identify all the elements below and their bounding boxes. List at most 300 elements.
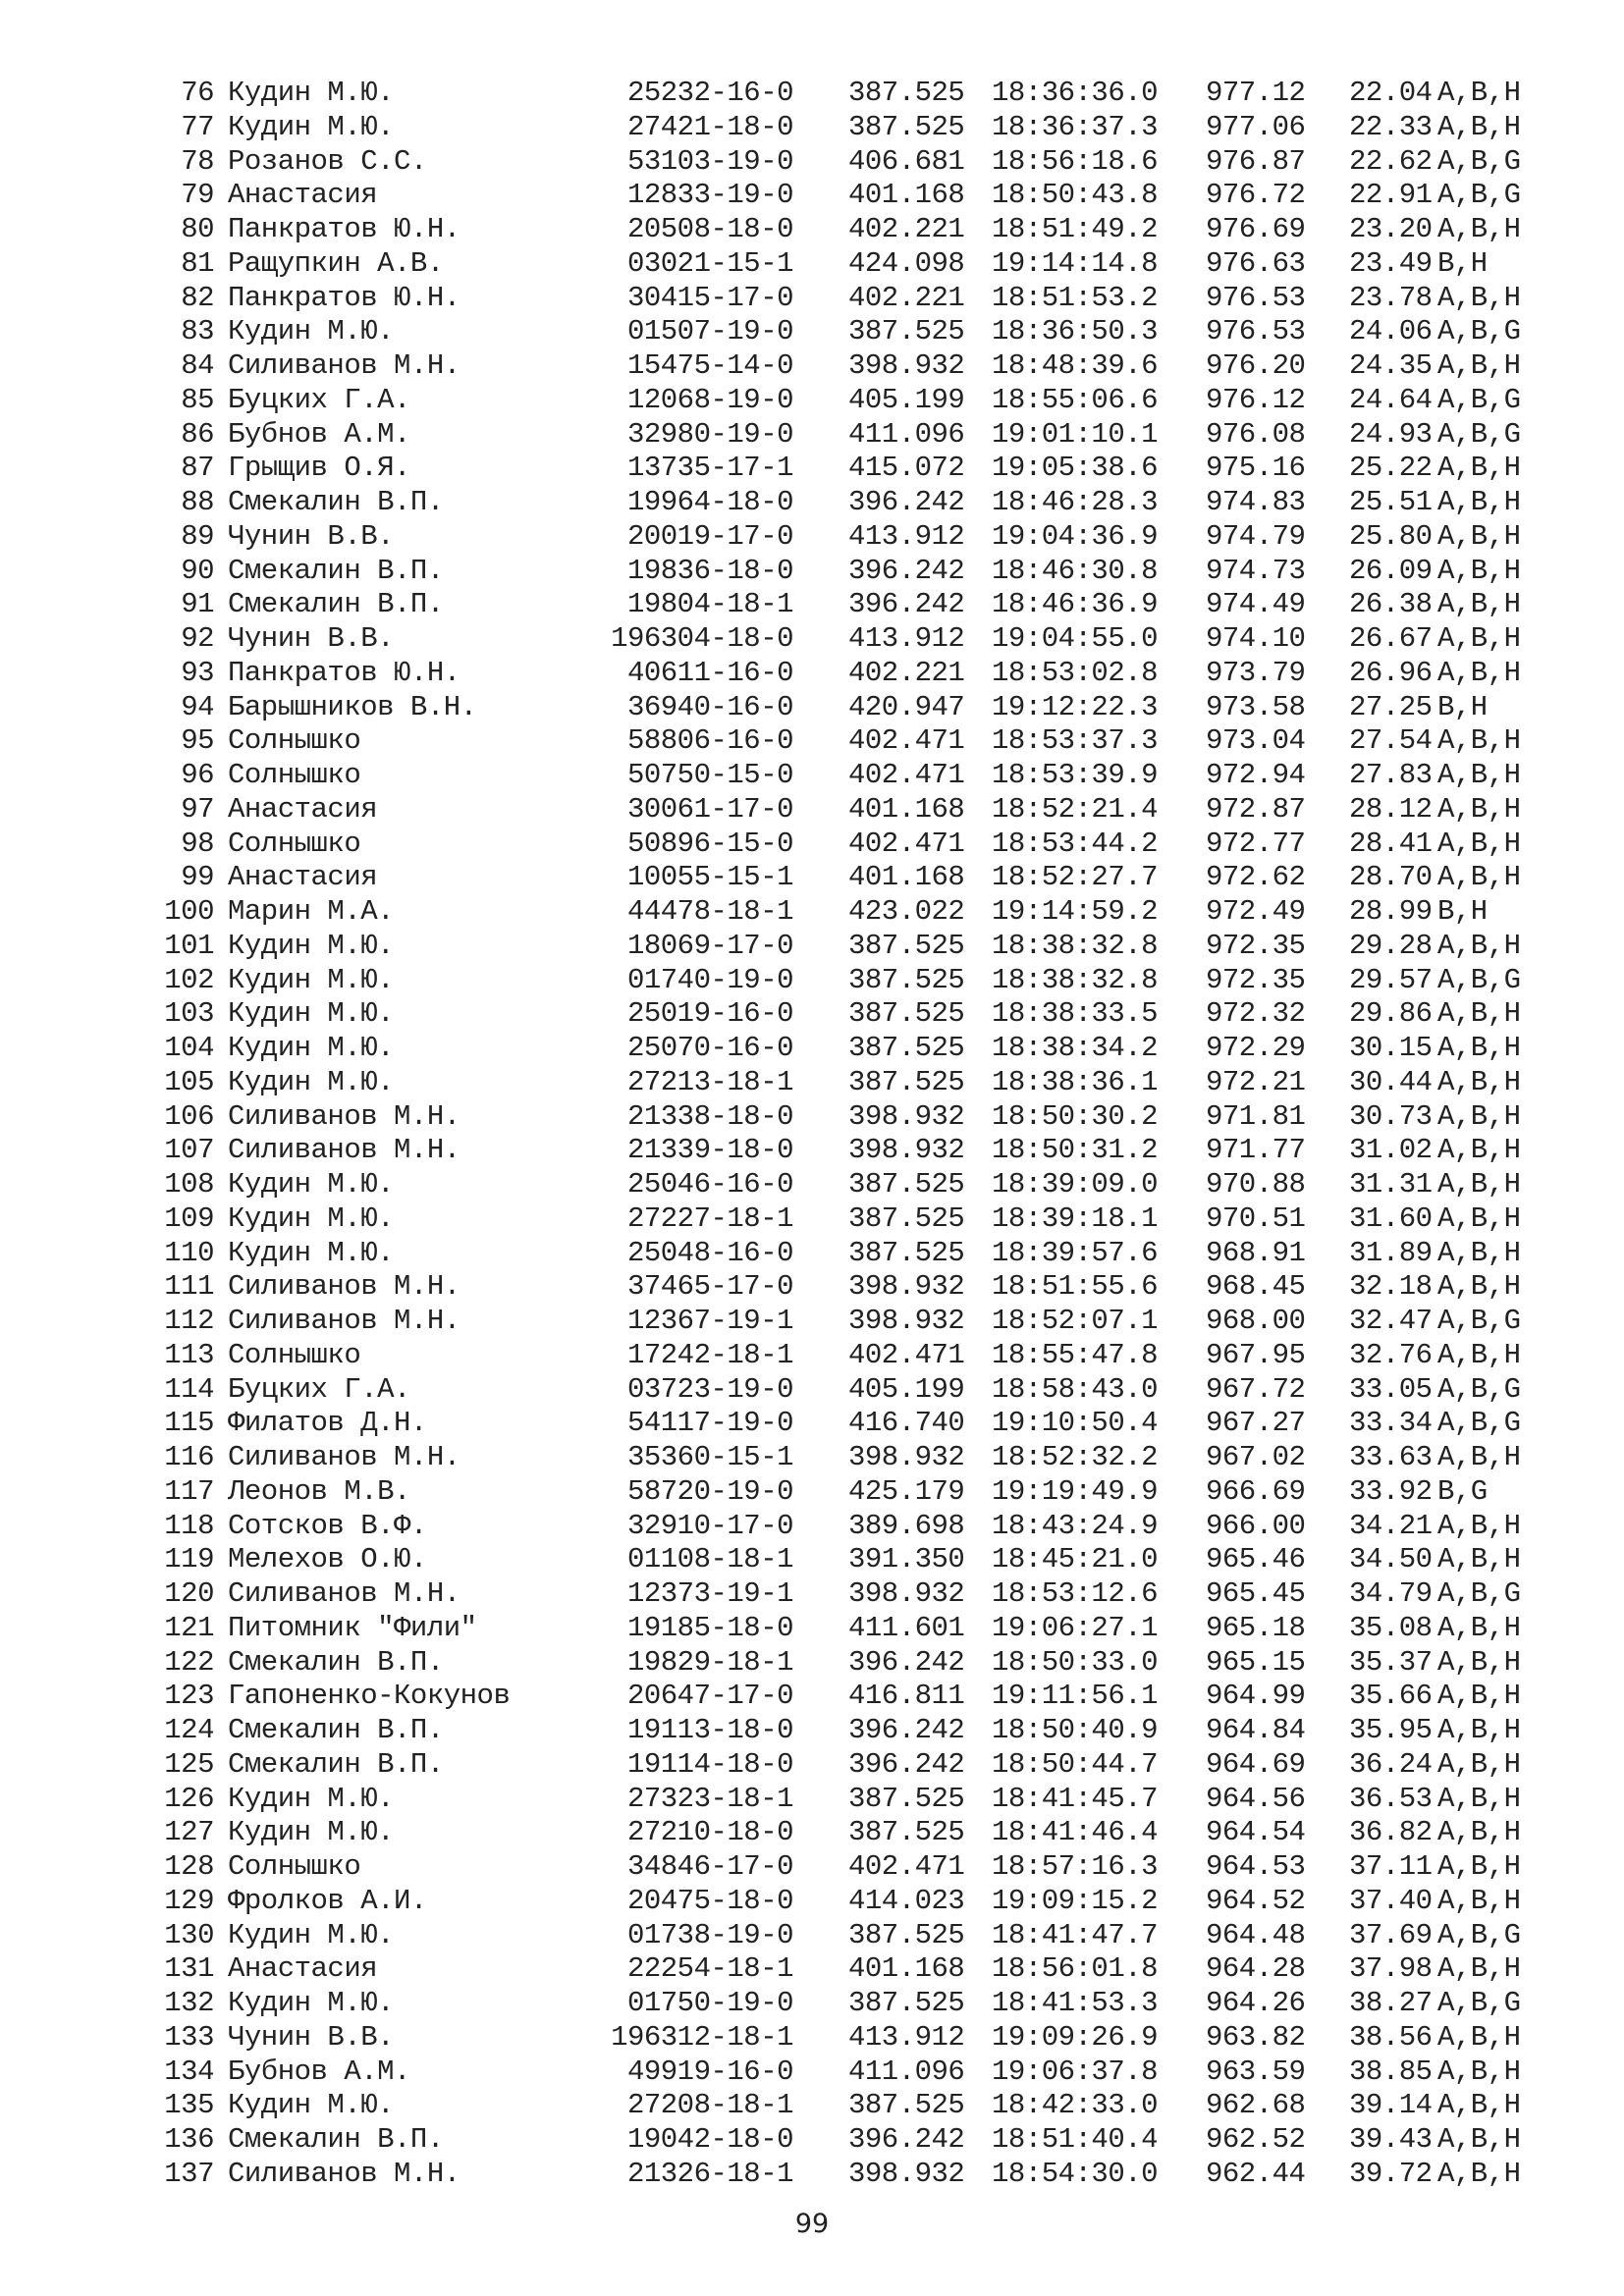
ring-number: 19185-18-0	[626, 1611, 793, 1644]
speed: 976.08	[1206, 417, 1306, 451]
fancier-name: Бубнов А.М.	[228, 417, 410, 451]
category: A,B,H	[1437, 519, 1521, 553]
speed: 964.52	[1206, 1884, 1306, 1917]
distance: 401.168	[848, 792, 965, 826]
ring-number: 12833-19-0	[626, 179, 793, 212]
speed: 970.88	[1206, 1168, 1306, 1201]
distance: 425.179	[848, 1474, 965, 1508]
arrival-time: 18:53:02.8	[992, 656, 1159, 689]
row-number: 102	[164, 963, 214, 996]
arrival-time: 18:41:53.3	[992, 1987, 1159, 2019]
arrival-time: 19:04:55.0	[992, 622, 1159, 655]
ring-number: 25048-16-0	[626, 1236, 793, 1269]
category: A,B,H	[1437, 1543, 1521, 1576]
category: A,B,G	[1437, 1305, 1521, 1337]
coefficient: 33.92	[1349, 1474, 1433, 1508]
fancier-name: Ращупкин А.В.	[228, 246, 444, 280]
arrival-time: 18:50:44.7	[992, 1747, 1159, 1781]
speed: 972.32	[1206, 997, 1306, 1031]
row-number: 105	[164, 1065, 214, 1098]
arrival-time: 18:38:33.5	[992, 997, 1159, 1031]
distance: 405.199	[848, 383, 965, 416]
arrival-time: 18:46:36.9	[992, 588, 1159, 621]
category: A,B,G	[1437, 1987, 1521, 2019]
speed: 974.10	[1206, 622, 1306, 655]
arrival-time: 19:12:22.3	[992, 690, 1159, 723]
ring-number: 196304-18-0	[611, 622, 793, 655]
ring-number: 49919-16-0	[626, 2055, 793, 2088]
fancier-name: Панкратов Ю.Н.	[228, 213, 460, 245]
ring-number: 27227-18-1	[626, 1201, 793, 1235]
distance: 402.471	[848, 1338, 965, 1371]
arrival-time: 18:57:16.3	[992, 1850, 1159, 1883]
fancier-name: Леонов М.В.	[228, 1474, 410, 1508]
category: A,B,H	[1437, 1509, 1521, 1542]
fancier-name: Кудин М.Ю.	[228, 77, 395, 109]
row-number: 88	[181, 486, 214, 518]
coefficient: 26.67	[1349, 622, 1433, 655]
distance: 414.023	[848, 1884, 965, 1917]
speed: 976.87	[1206, 144, 1306, 178]
category: A,B,G	[1437, 1372, 1521, 1406]
distance: 401.168	[848, 1952, 965, 1986]
arrival-time: 18:53:12.6	[992, 1577, 1159, 1610]
row-number: 108	[164, 1168, 214, 1201]
ring-number: 19829-18-1	[626, 1645, 793, 1679]
arrival-time: 18:41:47.7	[992, 1918, 1159, 1951]
coefficient: 28.41	[1349, 827, 1433, 860]
arrival-time: 19:04:36.9	[992, 519, 1159, 553]
row-number: 87	[181, 452, 214, 485]
row-number: 120	[164, 1577, 214, 1610]
speed: 964.54	[1206, 1816, 1306, 1849]
arrival-time: 19:14:14.8	[992, 246, 1159, 280]
fancier-name: Бубнов А.М.	[228, 2055, 410, 2088]
distance: 413.912	[848, 519, 965, 553]
distance: 411.601	[848, 1611, 965, 1644]
row-number: 127	[164, 1816, 214, 1849]
arrival-time: 18:39:18.1	[992, 1201, 1159, 1235]
ring-number: 12373-19-1	[626, 1577, 793, 1610]
coefficient: 22.62	[1349, 144, 1433, 178]
ring-number: 50750-15-0	[626, 759, 793, 791]
speed: 973.58	[1206, 690, 1306, 723]
arrival-time: 18:58:43.0	[992, 1372, 1159, 1406]
arrival-time: 18:55:06.6	[992, 383, 1159, 416]
arrival-time: 18:39:57.6	[992, 1236, 1159, 1269]
row-number: 121	[164, 1611, 214, 1644]
coefficient: 27.54	[1349, 724, 1433, 758]
fancier-name: Силиванов М.Н.	[228, 1134, 460, 1167]
category: A,B,H	[1437, 1611, 1521, 1644]
category: A,B,H	[1437, 1782, 1521, 1815]
ring-number: 15475-14-0	[626, 349, 793, 382]
fancier-name: Смекалин В.П.	[228, 1747, 444, 1781]
category: A,B,H	[1437, 1952, 1521, 1986]
distance: 398.932	[848, 1577, 965, 1610]
arrival-time: 18:50:43.8	[992, 179, 1159, 212]
row-number: 92	[181, 622, 214, 655]
fancier-name: Силиванов М.Н.	[228, 1270, 460, 1304]
row-number: 119	[164, 1543, 214, 1576]
arrival-time: 18:56:01.8	[992, 1952, 1159, 1986]
ring-number: 13735-17-1	[626, 452, 793, 485]
arrival-time: 18:53:44.2	[992, 827, 1159, 860]
fancier-name: Кудин М.Ю.	[228, 2089, 395, 2122]
ring-number: 27421-18-0	[626, 110, 793, 143]
row-number: 123	[164, 1680, 214, 1713]
distance: 396.242	[848, 486, 965, 518]
distance: 396.242	[848, 2123, 965, 2156]
ring-number: 27208-18-1	[626, 2089, 793, 2122]
coefficient: 39.43	[1349, 2123, 1433, 2156]
coefficient: 31.02	[1349, 1134, 1433, 1167]
arrival-time: 18:41:46.4	[992, 1816, 1159, 1849]
ring-number: 27210-18-0	[626, 1816, 793, 1849]
category: A,B,H	[1437, 2157, 1521, 2190]
ring-number: 53103-19-0	[626, 144, 793, 178]
row-number: 131	[164, 1952, 214, 1986]
speed: 974.83	[1206, 486, 1306, 518]
row-number: 134	[164, 2055, 214, 2088]
category: B,G	[1437, 1474, 1488, 1508]
speed: 976.20	[1206, 349, 1306, 382]
coefficient: 25.22	[1349, 452, 1433, 485]
speed: 968.00	[1206, 1305, 1306, 1337]
row-number: 109	[164, 1201, 214, 1235]
row-number: 112	[164, 1305, 214, 1337]
category: A,B,H	[1437, 2123, 1521, 2156]
arrival-time: 18:38:32.8	[992, 963, 1159, 996]
row-number: 85	[181, 383, 214, 416]
distance: 402.471	[848, 759, 965, 791]
coefficient: 23.78	[1349, 281, 1433, 314]
coefficient: 35.95	[1349, 1714, 1433, 1746]
distance: 387.525	[848, 1065, 965, 1098]
row-number: 77	[181, 110, 214, 143]
arrival-time: 19:09:26.9	[992, 2020, 1159, 2054]
row-number: 103	[164, 997, 214, 1031]
category: A,B,G	[1437, 1407, 1521, 1440]
row-number: 96	[181, 759, 214, 791]
speed: 973.04	[1206, 724, 1306, 758]
distance: 396.242	[848, 1714, 965, 1746]
distance: 402.471	[848, 1850, 965, 1883]
speed: 964.48	[1206, 1918, 1306, 1951]
distance: 387.525	[848, 77, 965, 109]
category: A,B,H	[1437, 861, 1521, 894]
coefficient: 22.91	[1349, 179, 1433, 212]
ring-number: 50896-15-0	[626, 827, 793, 860]
ring-number: 21338-18-0	[626, 1099, 793, 1133]
fancier-name: Кудин М.Ю.	[228, 315, 395, 348]
coefficient: 31.31	[1349, 1168, 1433, 1201]
ring-number: 10055-15-1	[626, 861, 793, 894]
speed: 972.49	[1206, 895, 1306, 928]
coefficient: 34.50	[1349, 1543, 1433, 1576]
distance: 398.932	[848, 1270, 965, 1304]
ring-number: 12367-19-1	[626, 1305, 793, 1337]
category: A,B,H	[1437, 2020, 1521, 2054]
coefficient: 22.33	[1349, 110, 1433, 143]
ring-number: 40611-16-0	[626, 656, 793, 689]
distance: 398.932	[848, 1099, 965, 1133]
category: A,B,H	[1437, 997, 1521, 1031]
ring-number: 20647-17-0	[626, 1680, 793, 1713]
row-number: 137	[164, 2157, 214, 2190]
arrival-time: 18:52:07.1	[992, 1305, 1159, 1337]
row-number: 130	[164, 1918, 214, 1951]
ring-number: 30061-17-0	[626, 792, 793, 826]
distance: 398.932	[848, 349, 965, 382]
row-number: 76	[181, 77, 214, 109]
ring-number: 19964-18-0	[626, 486, 793, 518]
arrival-time: 18:38:34.2	[992, 1032, 1159, 1064]
coefficient: 28.70	[1349, 861, 1433, 894]
ring-number: 01507-19-0	[626, 315, 793, 348]
coefficient: 24.06	[1349, 315, 1433, 348]
ring-number: 01740-19-0	[626, 963, 793, 996]
distance: 402.221	[848, 656, 965, 689]
coefficient: 22.04	[1349, 77, 1433, 109]
speed: 968.91	[1206, 1236, 1306, 1269]
speed: 966.00	[1206, 1509, 1306, 1542]
ring-number: 01738-19-0	[626, 1918, 793, 1951]
arrival-time: 19:10:50.4	[992, 1407, 1159, 1440]
fancier-name: Силиванов М.Н.	[228, 1577, 460, 1610]
speed: 963.59	[1206, 2055, 1306, 2088]
arrival-time: 18:36:36.0	[992, 77, 1159, 109]
fancier-name: Кудин М.Ю.	[228, 110, 395, 143]
speed: 974.49	[1206, 588, 1306, 621]
speed: 962.44	[1206, 2157, 1306, 2190]
arrival-time: 19:09:15.2	[992, 1884, 1159, 1917]
category: B,H	[1437, 690, 1488, 723]
fancier-name: Кудин М.Ю.	[228, 1065, 395, 1098]
arrival-time: 18:36:50.3	[992, 315, 1159, 348]
speed: 971.81	[1206, 1099, 1306, 1133]
distance: 401.168	[848, 179, 965, 212]
row-number: 79	[181, 179, 214, 212]
ring-number: 20475-18-0	[626, 1884, 793, 1917]
category: A,B,H	[1437, 1714, 1521, 1746]
fancier-name: Буцких Г.А.	[228, 383, 410, 416]
fancier-name: Розанов С.С.	[228, 144, 427, 178]
row-number: 104	[164, 1032, 214, 1064]
row-number: 124	[164, 1714, 214, 1746]
distance: 387.525	[848, 1236, 965, 1269]
fancier-name: Кудин М.Ю.	[228, 1918, 395, 1951]
speed: 976.12	[1206, 383, 1306, 416]
fancier-name: Чунин В.В.	[228, 2020, 395, 2054]
fancier-name: Мелехов О.Ю.	[228, 1543, 427, 1576]
fancier-name: Гапоненко-Кокунов	[228, 1680, 511, 1713]
ring-number: 19113-18-0	[626, 1714, 793, 1746]
coefficient: 26.96	[1349, 656, 1433, 689]
fancier-name: Силиванов М.Н.	[228, 1441, 460, 1473]
coefficient: 29.28	[1349, 929, 1433, 962]
coefficient: 34.21	[1349, 1509, 1433, 1542]
distance: 402.221	[848, 281, 965, 314]
speed: 972.77	[1206, 827, 1306, 860]
row-number: 114	[164, 1372, 214, 1406]
row-number: 84	[181, 349, 214, 382]
arrival-time: 19:05:38.6	[992, 452, 1159, 485]
row-number: 122	[164, 1645, 214, 1679]
row-number: 82	[181, 281, 214, 314]
ring-number: 25019-16-0	[626, 997, 793, 1031]
distance: 387.525	[848, 1987, 965, 2019]
fancier-name: Панкратов Ю.Н.	[228, 281, 460, 314]
coefficient: 28.12	[1349, 792, 1433, 826]
ring-number: 37465-17-0	[626, 1270, 793, 1304]
coefficient: 32.47	[1349, 1305, 1433, 1337]
coefficient: 38.85	[1349, 2055, 1433, 2088]
fancier-name: Кудин М.Ю.	[228, 1236, 395, 1269]
category: A,B,H	[1437, 1816, 1521, 1849]
arrival-time: 19:14:59.2	[992, 895, 1159, 928]
fancier-name: Марин М.А.	[228, 895, 395, 928]
row-number: 106	[164, 1099, 214, 1133]
distance: 398.932	[848, 1305, 965, 1337]
coefficient: 38.27	[1349, 1987, 1433, 2019]
distance: 401.168	[848, 861, 965, 894]
ring-number: 196312-18-1	[611, 2020, 793, 2054]
speed: 964.69	[1206, 1747, 1306, 1781]
arrival-time: 18:51:55.6	[992, 1270, 1159, 1304]
fancier-name: Панкратов Ю.Н.	[228, 656, 460, 689]
distance: 387.525	[848, 1032, 965, 1064]
fancier-name: Буцких Г.А.	[228, 1372, 410, 1406]
distance: 387.525	[848, 1201, 965, 1235]
row-number: 99	[181, 861, 214, 894]
category: A,B,H	[1437, 486, 1521, 518]
coefficient: 30.15	[1349, 1032, 1433, 1064]
ring-number: 25070-16-0	[626, 1032, 793, 1064]
arrival-time: 18:52:32.2	[992, 1441, 1159, 1473]
coefficient: 31.89	[1349, 1236, 1433, 1269]
fancier-name: Силиванов М.Н.	[228, 2157, 460, 2190]
coefficient: 39.72	[1349, 2157, 1433, 2190]
distance: 402.221	[848, 213, 965, 245]
category: A,B,H	[1437, 1168, 1521, 1201]
distance: 411.096	[848, 2055, 965, 2088]
fancier-name: Солнышко	[228, 827, 361, 860]
category: A,B,H	[1437, 1850, 1521, 1883]
fancier-name: Чунин В.В.	[228, 622, 395, 655]
category: A,B,H	[1437, 2055, 1521, 2088]
ring-number: 21326-18-1	[626, 2157, 793, 2190]
arrival-time: 18:42:33.0	[992, 2089, 1159, 2122]
category: A,B,H	[1437, 1134, 1521, 1167]
fancier-name: Смекалин В.П.	[228, 486, 444, 518]
fancier-name: Кудин М.Ю.	[228, 1032, 395, 1064]
coefficient: 26.09	[1349, 554, 1433, 587]
arrival-time: 19:06:37.8	[992, 2055, 1159, 2088]
ring-number: 01108-18-1	[626, 1543, 793, 1576]
row-number: 126	[164, 1782, 214, 1815]
speed: 976.72	[1206, 179, 1306, 212]
category: A,B,H	[1437, 1338, 1521, 1371]
distance: 387.525	[848, 1782, 965, 1815]
arrival-time: 19:11:56.1	[992, 1680, 1159, 1713]
row-number: 129	[164, 1884, 214, 1917]
speed: 967.27	[1206, 1407, 1306, 1440]
fancier-name: Смекалин В.П.	[228, 588, 444, 621]
coefficient: 30.73	[1349, 1099, 1433, 1133]
distance: 420.947	[848, 690, 965, 723]
row-number: 116	[164, 1441, 214, 1473]
coefficient: 36.53	[1349, 1782, 1433, 1815]
coefficient: 33.05	[1349, 1372, 1433, 1406]
row-number: 95	[181, 724, 214, 758]
speed: 964.28	[1206, 1952, 1306, 1986]
coefficient: 33.34	[1349, 1407, 1433, 1440]
speed: 973.79	[1206, 656, 1306, 689]
fancier-name: Кудин М.Ю.	[228, 1782, 395, 1815]
coefficient: 23.20	[1349, 213, 1433, 245]
arrival-time: 18:43:24.9	[992, 1509, 1159, 1542]
row-number: 132	[164, 1987, 214, 2019]
fancier-name: Сотсков В.Ф.	[228, 1509, 427, 1542]
category: A,B,G	[1437, 963, 1521, 996]
category: A,B,H	[1437, 759, 1521, 791]
arrival-time: 18:38:36.1	[992, 1065, 1159, 1098]
coefficient: 29.86	[1349, 997, 1433, 1031]
arrival-time: 18:41:45.7	[992, 1782, 1159, 1815]
ring-number: 12068-19-0	[626, 383, 793, 416]
coefficient: 26.38	[1349, 588, 1433, 621]
category: A,B,H	[1437, 1441, 1521, 1473]
category: A,B,H	[1437, 349, 1521, 382]
coefficient: 30.44	[1349, 1065, 1433, 1098]
speed: 962.68	[1206, 2089, 1306, 2122]
speed: 965.45	[1206, 1577, 1306, 1610]
distance: 396.242	[848, 554, 965, 587]
speed: 966.69	[1206, 1474, 1306, 1508]
page-number: 99	[794, 2209, 830, 2239]
coefficient: 33.63	[1349, 1441, 1433, 1473]
arrival-time: 18:46:30.8	[992, 554, 1159, 587]
speed: 972.62	[1206, 861, 1306, 894]
ring-number: 17242-18-1	[626, 1338, 793, 1371]
distance: 411.096	[848, 417, 965, 451]
coefficient: 23.49	[1349, 246, 1433, 280]
arrival-time: 18:55:47.8	[992, 1338, 1159, 1371]
fancier-name: Чунин В.В.	[228, 519, 395, 553]
arrival-time: 18:54:30.0	[992, 2157, 1159, 2190]
arrival-time: 18:39:09.0	[992, 1168, 1159, 1201]
coefficient: 32.76	[1349, 1338, 1433, 1371]
ring-number: 35360-15-1	[626, 1441, 793, 1473]
arrival-time: 19:06:27.1	[992, 1611, 1159, 1644]
coefficient: 35.66	[1349, 1680, 1433, 1713]
row-number: 94	[181, 690, 214, 723]
ring-number: 32910-17-0	[626, 1509, 793, 1542]
ring-number: 19114-18-0	[626, 1747, 793, 1781]
category: A,B,G	[1437, 179, 1521, 212]
speed: 972.35	[1206, 929, 1306, 962]
fancier-name: Солнышко	[228, 1338, 361, 1371]
category: A,B,H	[1437, 724, 1521, 758]
speed: 964.99	[1206, 1680, 1306, 1713]
distance: 415.072	[848, 452, 965, 485]
fancier-name: Анастасия	[228, 861, 378, 894]
row-number: 115	[164, 1407, 214, 1440]
row-number: 107	[164, 1134, 214, 1167]
arrival-time: 18:50:40.9	[992, 1714, 1159, 1746]
category: A,B,G	[1437, 383, 1521, 416]
